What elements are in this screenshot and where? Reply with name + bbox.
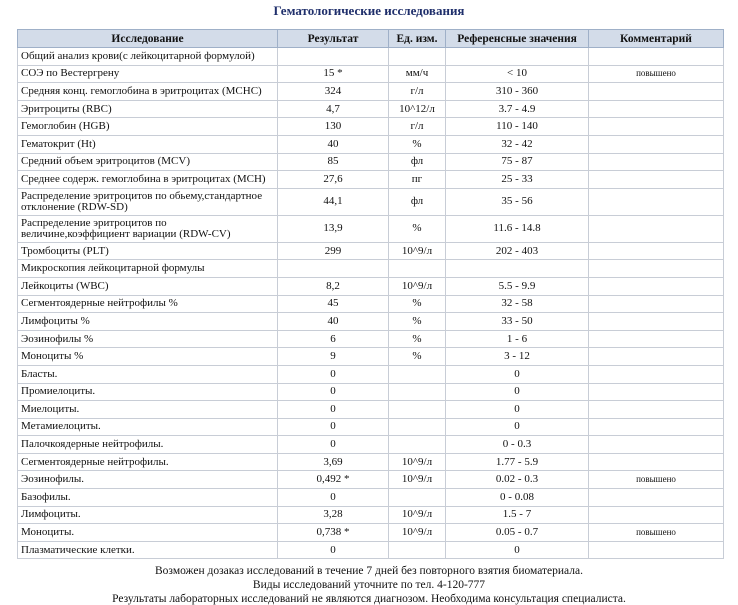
- cell-study: Лимфоциты.: [18, 506, 278, 524]
- cell-unit: %: [389, 215, 446, 242]
- cell-comment: [589, 453, 724, 471]
- table-row: [18, 313, 724, 331]
- cell-study: Метамиелоциты.: [18, 418, 278, 436]
- cell-reference: 0: [446, 541, 589, 559]
- results-table: [17, 29, 724, 559]
- cell-result: 0: [278, 365, 389, 383]
- cell-unit: пг: [389, 171, 446, 189]
- cell-study: Эритроциты (RBC): [18, 100, 278, 118]
- cell-study: Базофилы.: [18, 489, 278, 507]
- cell-study: Миелоциты.: [18, 401, 278, 419]
- cell-result: [278, 48, 389, 66]
- table-row: [18, 135, 724, 153]
- table-row: [18, 242, 724, 260]
- cell-reference: 75 - 87: [446, 153, 589, 171]
- cell-study: Палочкоядерные нейтрофилы.: [18, 436, 278, 454]
- header-result: Результат: [278, 30, 389, 48]
- cell-reference: 3.7 - 4.9: [446, 100, 589, 118]
- table-row: [18, 489, 724, 507]
- table-row: [18, 215, 724, 242]
- cell-study: Сегментоядерные нейтрофилы %: [18, 295, 278, 313]
- cell-reference: 35 - 56: [446, 188, 589, 215]
- table-row: [18, 277, 724, 295]
- cell-result: 0: [278, 541, 389, 559]
- cell-comment: [589, 295, 724, 313]
- cell-result: 0: [278, 383, 389, 401]
- table-row: [18, 365, 724, 383]
- cell-comment: [589, 83, 724, 101]
- cell-comment: [589, 188, 724, 215]
- cell-study: Бласты.: [18, 365, 278, 383]
- table-row: [18, 453, 724, 471]
- cell-comment: [589, 418, 724, 436]
- cell-comment: [589, 242, 724, 260]
- table-row: [18, 65, 724, 83]
- table-row: [18, 436, 724, 454]
- header-reference: Референсные значения: [446, 30, 589, 48]
- table-body: [18, 48, 724, 559]
- cell-comment: [589, 506, 724, 524]
- table-header-row: [18, 30, 724, 48]
- cell-unit: [389, 401, 446, 419]
- cell-result: 0: [278, 401, 389, 419]
- cell-result: 0: [278, 418, 389, 436]
- cell-comment: [589, 135, 724, 153]
- footer-line-1: Возможен дозаказ исследований в течение 7 дней без повторного взятия биоматериала.: [155, 565, 583, 577]
- cell-unit: [389, 365, 446, 383]
- cell-unit: [389, 541, 446, 559]
- cell-comment: [589, 365, 724, 383]
- cell-reference: 202 - 403: [446, 242, 589, 260]
- cell-study: Средний объем эритроцитов (MCV): [18, 153, 278, 171]
- cell-reference: 0: [446, 401, 589, 419]
- table-row: [18, 401, 724, 419]
- cell-result: 8,2: [278, 277, 389, 295]
- cell-result: 44,1: [278, 188, 389, 215]
- cell-result: 299: [278, 242, 389, 260]
- cell-study: Лейкоциты (WBC): [18, 277, 278, 295]
- cell-unit: г/л: [389, 118, 446, 136]
- cell-reference: 3 - 12: [446, 348, 589, 366]
- cell-study: Плазматические клетки.: [18, 541, 278, 559]
- cell-result: 0: [278, 436, 389, 454]
- cell-comment: [589, 171, 724, 189]
- cell-unit: %: [389, 348, 446, 366]
- cell-unit: %: [389, 295, 446, 313]
- cell-result: 3,28: [278, 506, 389, 524]
- cell-reference: [446, 48, 589, 66]
- cell-reference: 33 - 50: [446, 313, 589, 331]
- cell-unit: 10^9/л: [389, 524, 446, 542]
- cell-result: 27,6: [278, 171, 389, 189]
- cell-study: Эозинофилы %: [18, 330, 278, 348]
- cell-unit: %: [389, 330, 446, 348]
- cell-result: 13,9: [278, 215, 389, 242]
- page-title: Гематологические исследования: [273, 3, 465, 18]
- cell-comment: [589, 330, 724, 348]
- header-study: Исследование: [18, 30, 278, 48]
- cell-reference: 0.02 - 0.3: [446, 471, 589, 489]
- cell-unit: [389, 489, 446, 507]
- cell-result: 45: [278, 295, 389, 313]
- cell-comment: [589, 489, 724, 507]
- cell-unit: [389, 436, 446, 454]
- cell-reference: 11.6 - 14.8: [446, 215, 589, 242]
- cell-study: Распределение эритроцитов по величине,коэффициент вариации (RDW-CV): [18, 215, 278, 242]
- cell-unit: [389, 260, 446, 278]
- cell-study: Промиелоциты.: [18, 383, 278, 401]
- cell-result: 3,69: [278, 453, 389, 471]
- cell-unit: [389, 418, 446, 436]
- cell-study: СОЭ по Вестергрену: [18, 65, 278, 83]
- cell-study: Средняя конц. гемоглобина в эритроцитах (MCHC): [18, 83, 278, 101]
- cell-study: Среднее содерж. гемоглобина в эритроцитах (MCH): [18, 171, 278, 189]
- cell-result: 0,492 *: [278, 471, 389, 489]
- cell-comment: повышено: [589, 471, 724, 489]
- table-row: [18, 153, 724, 171]
- cell-study: Моноциты.: [18, 524, 278, 542]
- table-row: [18, 48, 724, 66]
- cell-reference: 1.5 - 7: [446, 506, 589, 524]
- table-row: [18, 418, 724, 436]
- cell-unit: мм/ч: [389, 65, 446, 83]
- header-comment: Комментарий: [589, 30, 724, 48]
- cell-comment: [589, 118, 724, 136]
- cell-reference: 0 - 0.3: [446, 436, 589, 454]
- footer-line-3: Результаты лабораторных исследований не являются диагнозом. Необходима консультация специалиста.: [112, 593, 626, 605]
- cell-result: 4,7: [278, 100, 389, 118]
- table-row: [18, 330, 724, 348]
- table-row: [18, 524, 724, 542]
- cell-unit: 10^9/л: [389, 453, 446, 471]
- cell-reference: 32 - 58: [446, 295, 589, 313]
- footer-line-2: Виды исследований уточните по тел. 4-120-777: [252, 579, 486, 591]
- cell-result: [278, 260, 389, 278]
- cell-unit: фл: [389, 153, 446, 171]
- cell-result: 15 *: [278, 65, 389, 83]
- cell-study: Тромбоциты (PLT): [18, 242, 278, 260]
- cell-study: Эозинофилы.: [18, 471, 278, 489]
- cell-study: Гематокрит (Ht): [18, 135, 278, 153]
- cell-reference: 5.5 - 9.9: [446, 277, 589, 295]
- cell-result: 85: [278, 153, 389, 171]
- cell-unit: г/л: [389, 83, 446, 101]
- cell-comment: повышено: [589, 65, 724, 83]
- cell-study: Общий анализ крови(с лейкоцитарной формулой): [18, 48, 278, 66]
- cell-reference: 0: [446, 418, 589, 436]
- cell-comment: [589, 313, 724, 331]
- cell-comment: [589, 436, 724, 454]
- cell-reference: 1.77 - 5.9: [446, 453, 589, 471]
- cell-reference: < 10: [446, 65, 589, 83]
- cell-result: 130: [278, 118, 389, 136]
- table-row: [18, 171, 724, 189]
- table-row: [18, 260, 724, 278]
- cell-reference: 32 - 42: [446, 135, 589, 153]
- cell-unit: фл: [389, 188, 446, 215]
- table-row: [18, 100, 724, 118]
- cell-study: Сегментоядерные нейтрофилы.: [18, 453, 278, 471]
- cell-comment: [589, 100, 724, 118]
- cell-comment: повышено: [589, 524, 724, 542]
- cell-reference: 0: [446, 365, 589, 383]
- table-row: [18, 383, 724, 401]
- cell-study: Распределение эритроцитов по обьему,стандартное отклонение (RDW-SD): [18, 188, 278, 215]
- cell-unit: [389, 383, 446, 401]
- header-unit: Ед. изм.: [389, 30, 446, 48]
- cell-unit: 10^9/л: [389, 471, 446, 489]
- table-row: [18, 295, 724, 313]
- cell-unit: 10^9/л: [389, 506, 446, 524]
- cell-unit: %: [389, 135, 446, 153]
- cell-result: 40: [278, 313, 389, 331]
- cell-comment: [589, 153, 724, 171]
- cell-unit: 10^12/л: [389, 100, 446, 118]
- cell-comment: [589, 48, 724, 66]
- table-row: [18, 506, 724, 524]
- cell-study: Лимфоциты %: [18, 313, 278, 331]
- cell-unit: 10^9/л: [389, 277, 446, 295]
- table-row: [18, 471, 724, 489]
- cell-unit: %: [389, 313, 446, 331]
- cell-comment: [589, 383, 724, 401]
- cell-result: 324: [278, 83, 389, 101]
- cell-study: Гемоглобин (HGB): [18, 118, 278, 136]
- cell-reference: 25 - 33: [446, 171, 589, 189]
- cell-reference: 0 - 0.08: [446, 489, 589, 507]
- table-row: [18, 118, 724, 136]
- cell-unit: 10^9/л: [389, 242, 446, 260]
- cell-result: 9: [278, 348, 389, 366]
- cell-reference: 110 - 140: [446, 118, 589, 136]
- cell-study: Микроскопия лейкоцитарной формулы: [18, 260, 278, 278]
- cell-study: Моноциты %: [18, 348, 278, 366]
- cell-comment: [589, 401, 724, 419]
- table-row: [18, 83, 724, 101]
- cell-reference: 310 - 360: [446, 83, 589, 101]
- cell-result: 6: [278, 330, 389, 348]
- cell-reference: 0.05 - 0.7: [446, 524, 589, 542]
- table-row: [18, 348, 724, 366]
- table-row: [18, 541, 724, 559]
- cell-result: 0: [278, 489, 389, 507]
- cell-comment: [589, 277, 724, 295]
- cell-reference: [446, 260, 589, 278]
- cell-comment: [589, 541, 724, 559]
- cell-result: 0,738 *: [278, 524, 389, 542]
- cell-reference: 0: [446, 383, 589, 401]
- cell-result: 40: [278, 135, 389, 153]
- cell-reference: 1 - 6: [446, 330, 589, 348]
- cell-unit: [389, 48, 446, 66]
- cell-comment: [589, 215, 724, 242]
- table-row: [18, 188, 724, 215]
- cell-comment: [589, 348, 724, 366]
- cell-comment: [589, 260, 724, 278]
